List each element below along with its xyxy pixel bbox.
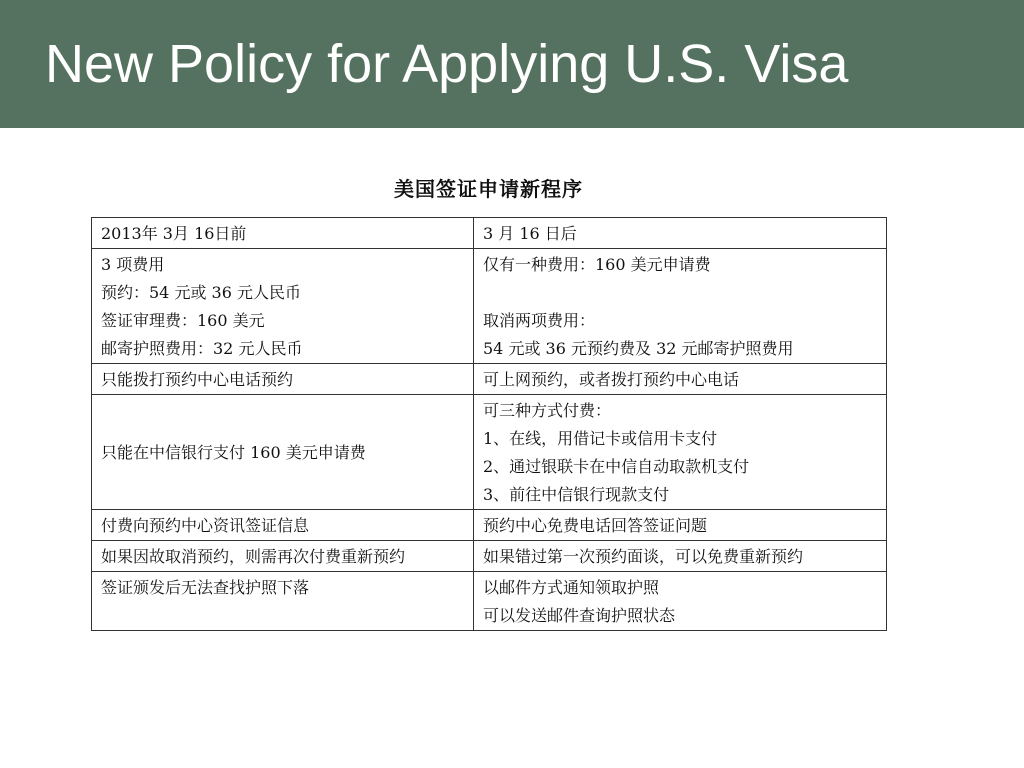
title-bar — [0, 0, 1024, 128]
cell-line: 只能在中信银行支付 160 美元申请费 — [101, 443, 366, 462]
table-row — [92, 395, 887, 510]
row-payment-before — [92, 395, 474, 510]
row-passport-after — [474, 572, 887, 631]
row-appointment-before — [92, 364, 474, 395]
row-inquiry-after — [474, 510, 887, 541]
cell-line: 如果错过第一次预约面谈，可以免费重新预约 — [483, 547, 804, 566]
cell-line: 取消两项费用： — [483, 311, 596, 330]
header-after: 3 月 16 日后 — [474, 218, 887, 249]
cell-line: 邮寄护照费用：32 元人民币 — [101, 339, 303, 358]
row-payment-after — [474, 395, 887, 510]
cell-line: 签证审理费：160 美元 — [101, 311, 265, 330]
row-reschedule-after — [474, 541, 887, 572]
row-reschedule-before — [92, 541, 474, 572]
cell-line: 可以发送邮件查询护照状态 — [483, 606, 676, 625]
cell-line: 1、在线，用借记卡或信用卡支付 — [483, 429, 718, 448]
policy-comparison-table — [91, 217, 887, 631]
cell-line: 54 元或 36 元预约费及 32 元邮寄护照费用 — [483, 339, 794, 358]
table-row — [92, 249, 887, 364]
cell-line: 预约中心免费电话回答签证问题 — [483, 516, 708, 535]
cell-line: 只能拨打预约中心电话预约 — [101, 370, 294, 389]
row-fees-after — [474, 249, 887, 364]
table-row — [92, 541, 887, 572]
table-title: 美国签证申请新程序 — [394, 177, 583, 201]
cell-line: 付费向预约中心资讯签证信息 — [101, 516, 310, 535]
policy-document-image — [91, 165, 886, 637]
cell-line: 可上网预约，或者拨打预约中心电话 — [483, 370, 740, 389]
row-inquiry-before — [92, 510, 474, 541]
cell-line: 仅有一种费用：160 美元申请费 — [483, 255, 711, 274]
cell-line: 预约：54 元或 36 元人民币 — [101, 283, 301, 302]
cell-line: 签证颁发后无法查找护照下落 — [101, 578, 310, 597]
table-header-row — [92, 218, 887, 249]
cell-line: 3 项费用 — [101, 255, 165, 274]
table-row — [92, 572, 887, 631]
row-passport-before — [92, 572, 474, 631]
cell-line: 如果因故取消预约，则需再次付费重新预约 — [101, 547, 406, 566]
row-appointment-after — [474, 364, 887, 395]
cell-line: 2、通过银联卡在中信自动取款机支付 — [483, 457, 750, 476]
slide-title: New Policy for Applying U.S. Visa — [45, 34, 849, 94]
row-fees-before — [92, 249, 474, 364]
cell-line: 可三种方式付费： — [483, 401, 612, 420]
cell-line: 以邮件方式通知领取护照 — [483, 578, 660, 597]
table-row — [92, 510, 887, 541]
table-row — [92, 364, 887, 395]
cell-line: 3、前往中信银行现款支付 — [483, 485, 670, 504]
header-before: 2013年 3月 16日前 — [92, 218, 474, 249]
